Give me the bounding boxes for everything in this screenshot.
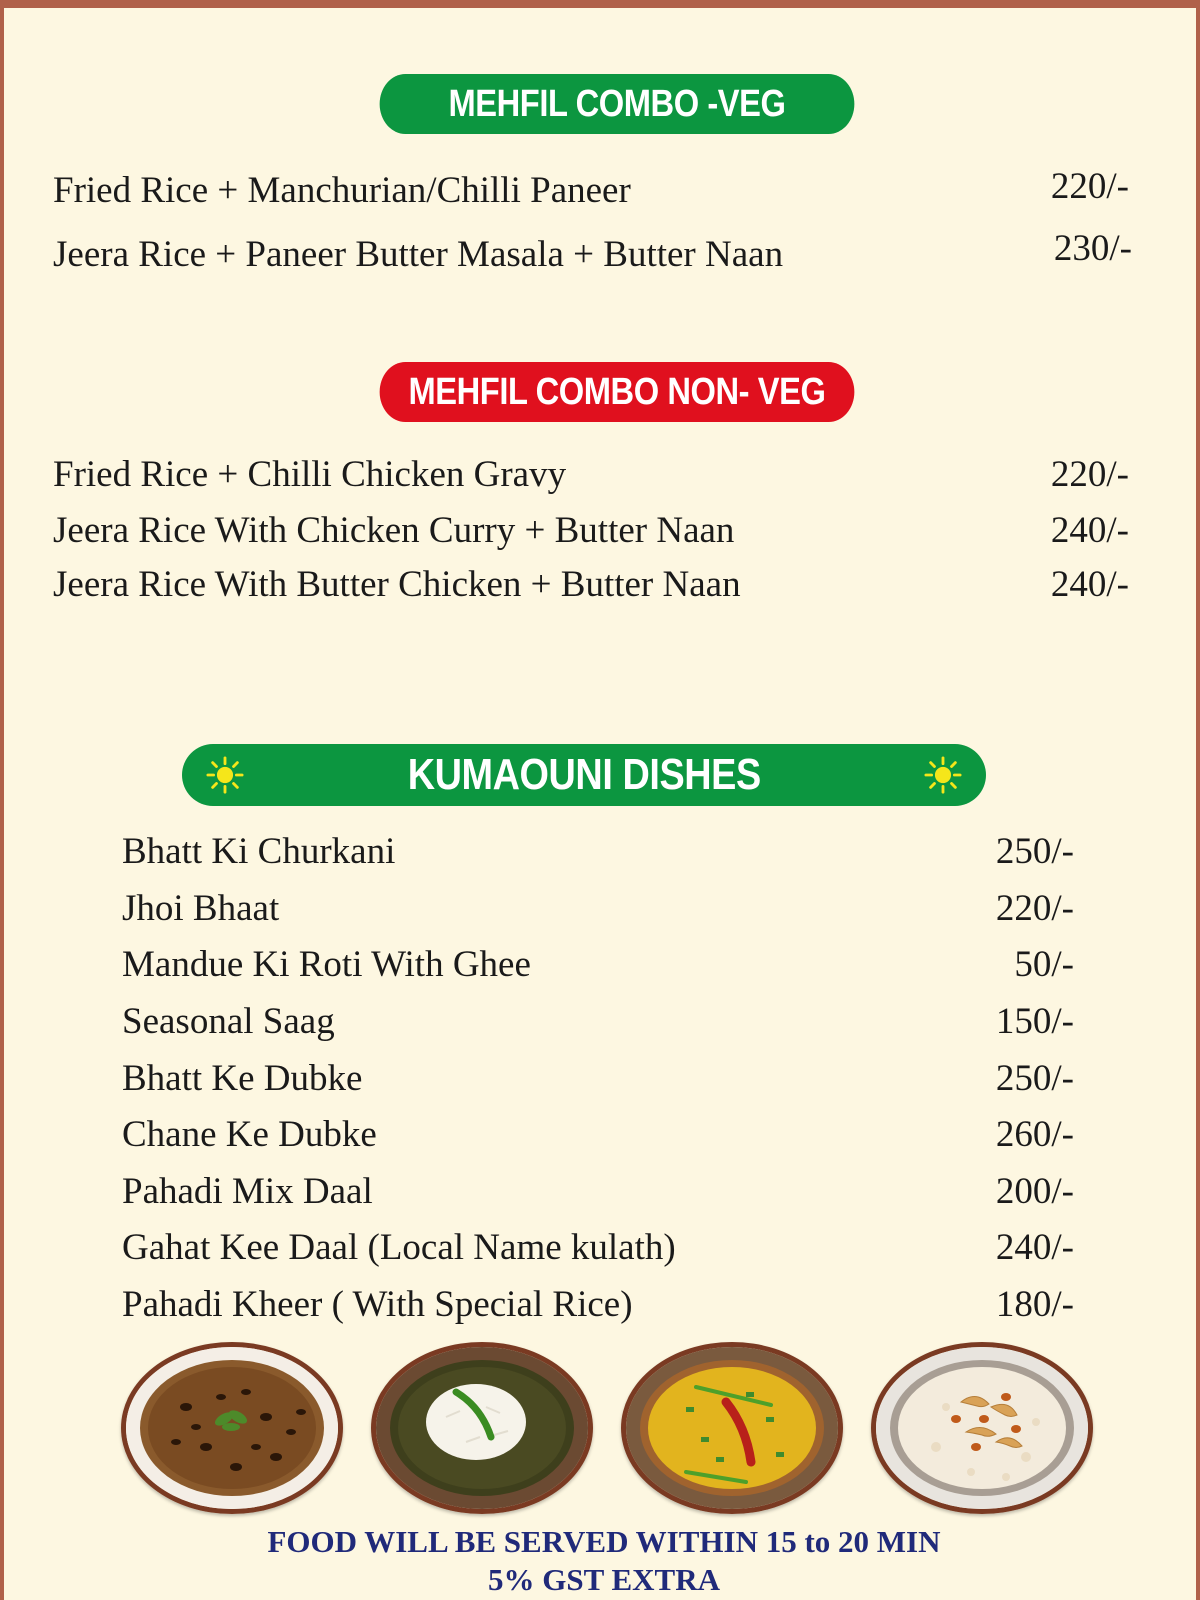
item-price: 230/- bbox=[1053, 228, 1132, 269]
item-price: 240/- bbox=[995, 1227, 1074, 1268]
menu-item bbox=[122, 887, 1074, 931]
menu-item bbox=[122, 1057, 1074, 1101]
menu-item bbox=[122, 1113, 1074, 1157]
sun-icon bbox=[924, 756, 962, 794]
item-price: 240/- bbox=[1050, 564, 1129, 605]
kumaouni-title: KUMAOUNI DISHES bbox=[407, 750, 761, 799]
item-name: Fried Rice + Chilli Chicken Gravy bbox=[53, 454, 567, 495]
service-time-note: FOOD WILL BE SERVED WITHIN 15 to 20 MIN bbox=[267, 1524, 941, 1559]
item-name: Seasonal Saag bbox=[122, 1001, 335, 1042]
item-name: Mandue Ki Roti With Ghee bbox=[122, 944, 531, 985]
nonveg-combo-title: MEHFIL COMBO NON- VEG bbox=[408, 371, 826, 413]
menu-item bbox=[122, 943, 1074, 987]
menu-item bbox=[53, 228, 1151, 277]
yellow-daal-bowl-photo bbox=[621, 1342, 843, 1514]
item-price: 180/- bbox=[995, 1284, 1074, 1325]
item-price: 220/- bbox=[1050, 166, 1129, 207]
item-price: 260/- bbox=[995, 1114, 1074, 1155]
menu-item bbox=[53, 509, 1151, 553]
item-price: 200/- bbox=[995, 1171, 1074, 1212]
nonveg-combo-header bbox=[380, 362, 855, 422]
item-price: 150/- bbox=[995, 1001, 1074, 1042]
item-price: 220/- bbox=[995, 888, 1074, 929]
item-name: Pahadi Mix Daal bbox=[122, 1171, 373, 1212]
item-name: Fried Rice + Manchurian/Chilli Paneer bbox=[53, 170, 631, 211]
sun-icon bbox=[206, 756, 244, 794]
item-name: Chane Ke Dubke bbox=[122, 1114, 377, 1155]
dish-photos bbox=[121, 1342, 1101, 1516]
item-price: 250/- bbox=[995, 831, 1074, 872]
kheer-bowl-photo bbox=[871, 1342, 1093, 1514]
menu-item bbox=[53, 166, 1151, 213]
item-name: Jeera Rice With Chicken Curry + Butter Naan bbox=[53, 510, 735, 551]
menu-item bbox=[53, 563, 1151, 607]
menu-item bbox=[122, 1000, 1074, 1044]
item-name: Pahadi Kheer ( With Special Rice) bbox=[122, 1284, 633, 1325]
veg-combo-header bbox=[380, 74, 855, 134]
item-name: Bhatt Ki Churkani bbox=[122, 831, 396, 872]
item-price: 250/- bbox=[995, 1058, 1074, 1099]
item-price: 220/- bbox=[1050, 454, 1129, 495]
menu-item bbox=[122, 830, 1074, 874]
menu-item bbox=[53, 453, 1151, 497]
item-price: 50/- bbox=[1014, 944, 1074, 985]
menu-item bbox=[122, 1283, 1074, 1327]
gst-note: 5% GST EXTRA bbox=[488, 1562, 720, 1597]
menu-item bbox=[122, 1170, 1074, 1214]
item-name: Jhoi Bhaat bbox=[122, 888, 280, 929]
menu-item bbox=[122, 1226, 1074, 1270]
item-price: 240/- bbox=[1050, 510, 1129, 551]
item-name: Jeera Rice + Paneer Butter Masala + Butter Naan bbox=[53, 234, 784, 275]
item-name: Gahat Kee Daal (Local Name kulath) bbox=[122, 1227, 676, 1268]
item-name: Bhatt Ke Dubke bbox=[122, 1058, 363, 1099]
saag-rice-bowl-photo bbox=[371, 1342, 593, 1514]
veg-combo-title: MEHFIL COMBO -VEG bbox=[448, 83, 786, 125]
dal-bowl-photo bbox=[121, 1342, 343, 1514]
kumaouni-header bbox=[182, 744, 986, 806]
item-name: Jeera Rice With Butter Chicken + Butter Naan bbox=[53, 564, 741, 605]
